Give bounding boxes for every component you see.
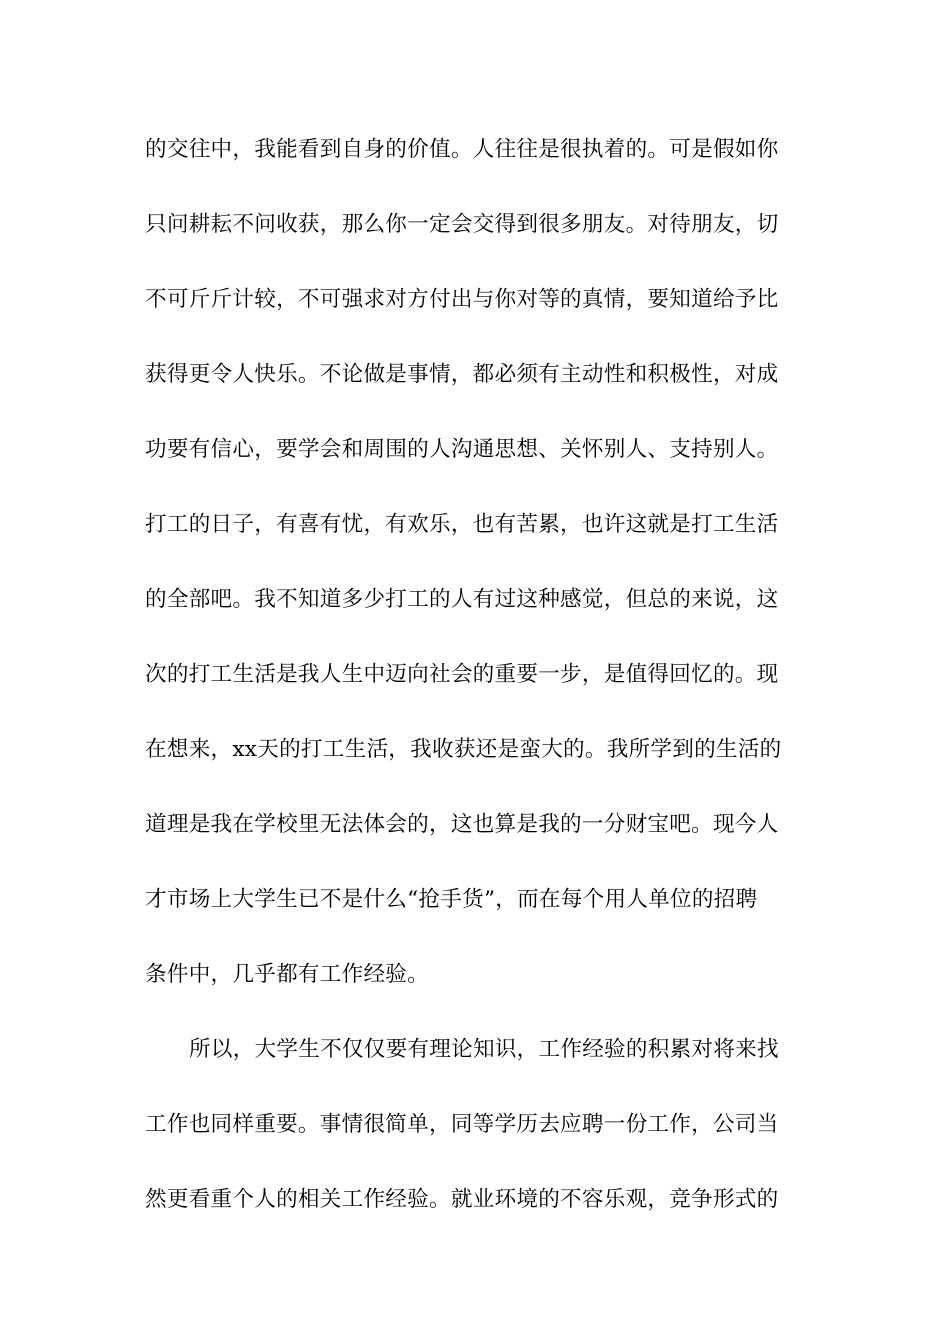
text-line-15: 然更看重个人的相关工作经验。就业环境的不容乐观，竞争形式的: [145, 1187, 779, 1212]
text-line-12: 条件中，几乎都有工作经验。: [145, 962, 429, 987]
text-line-6: 打工的日子，有喜有忧，有欢乐，也有苦累，也许这就是打工生活: [145, 512, 779, 537]
text-line-2: 只问耕耘不问收获，那么你一定会交得到很多朋友。对待朋友，切: [145, 212, 779, 237]
text-line-9: 在想来，xx天的打工生活，我收获还是蛮大的。我所学到的生活的: [145, 737, 782, 762]
text-line-5: 功要有信心，要学会和周围的人沟通思想、关怀别人、支持别人。: [145, 437, 779, 462]
text-line-13: 所以，大学生不仅仅要有理论知识，工作经验的积累对将来找: [189, 1037, 779, 1062]
text-line-1: 的交往中，我能看到自身的价值。人往往是很执着的。可是假如你: [145, 137, 779, 162]
text-line-7: 的全部吧。我不知道多少打工的人有过这种感觉，但总的来说，这: [145, 587, 779, 612]
text-line-3: 不可斤斤计较，不可强求对方付出与你对等的真情，要知道给予比: [145, 287, 779, 312]
text-line-8: 次的打工生活是我人生中迈向社会的重要一步，是值得回忆的。现: [145, 662, 779, 687]
text-line-10: 道理是我在学校里无法体会的，这也算是我的一分财宝吧。现今人: [145, 812, 779, 837]
text-line-4: 获得更令人快乐。不论做是事情，都必须有主动性和积极性，对成: [145, 362, 779, 387]
text-line-14: 工作也同样重要。事情很简单，同等学历去应聘一份工作，公司当: [145, 1112, 779, 1137]
text-line-11: 才市场上大学生已不是什么“抢手货”，而在每个用人单位的招聘: [145, 887, 758, 912]
